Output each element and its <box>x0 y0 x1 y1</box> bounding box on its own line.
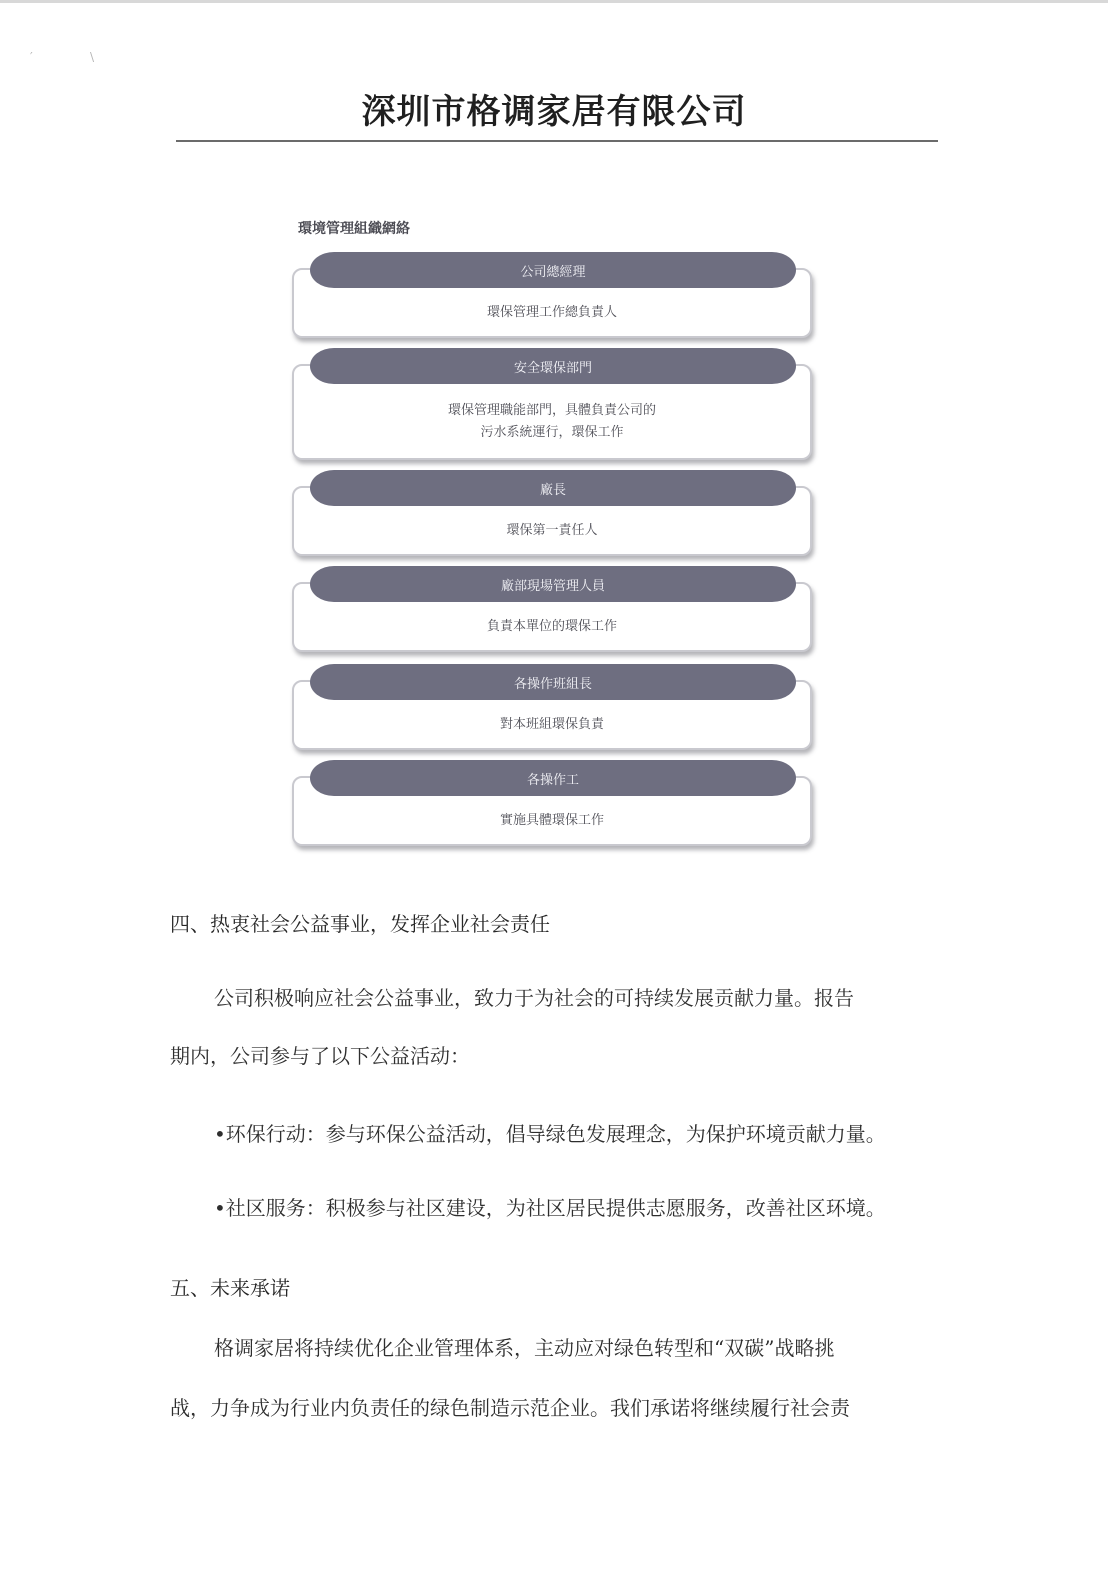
section-4-paragraph-line: 公司积极响应社会公益事业，致力于为社会的可持续发展贡献力量。报告 <box>214 986 854 1010</box>
scan-mark: \ <box>90 50 95 64</box>
section-4-heading: 四、热衷社会公益事业，发挥企业社会责任 <box>170 912 550 936</box>
org-level-safety-env-dept <box>292 348 816 460</box>
org-level-role: 各操作工 <box>310 760 796 796</box>
section-5-paragraph-line: 格调家居将持续优化企业管理体系，主动应对绿色转型和“双碳”战略挑 <box>214 1336 835 1360</box>
company-title: 深圳市格调家居有限公司 <box>361 92 747 132</box>
org-level-role: 各操作班組長 <box>310 664 796 700</box>
title-divider <box>176 140 938 142</box>
org-level-desc: 實施具體環保工作 <box>499 813 604 828</box>
org-level-general-manager <box>292 252 816 338</box>
scan-mark: ′ <box>30 50 33 64</box>
org-chart-title: 環境管理組織網絡 <box>298 221 410 237</box>
org-level-plant-manager <box>292 470 816 556</box>
bullet-env-action: •环保行动：参与环保公益活动，倡导绿色发展理念，为保护环境贡献力量。 <box>214 1122 886 1146</box>
org-level-desc: 負責本單位的環保工作 <box>486 619 617 634</box>
org-level-role: 安全環保部門 <box>310 348 796 384</box>
org-level-desc: 環保第一責任人 <box>506 523 598 538</box>
org-level-team-leaders <box>292 664 816 750</box>
org-level-desc: 對本班組環保負責 <box>499 717 604 732</box>
org-level-operators <box>292 760 816 846</box>
page-top-edge <box>0 0 1108 3</box>
section-5-paragraph-line: 战，力争成为行业内负责任的绿色制造示范企业。我们承诺将继续履行社会责 <box>170 1396 850 1420</box>
org-level-role: 廠部現場管理人員 <box>310 566 796 602</box>
org-level-role: 公司總經理 <box>310 252 796 288</box>
org-level-desc: 環保管理職能部門，具體負責公司的 污水系統運行，環保工作 <box>447 403 656 440</box>
org-level-site-managers <box>292 566 816 652</box>
org-level-desc: 環保管理工作總負責人 <box>486 305 617 320</box>
bullet-community-service: •社区服务：积极参与社区建设，为社区居民提供志愿服务，改善社区环境。 <box>214 1196 886 1220</box>
section-5-heading: 五、未来承诺 <box>170 1276 290 1300</box>
section-4-paragraph-line: 期内，公司参与了以下公益活动： <box>170 1044 470 1068</box>
org-level-role: 廠長 <box>310 470 796 506</box>
